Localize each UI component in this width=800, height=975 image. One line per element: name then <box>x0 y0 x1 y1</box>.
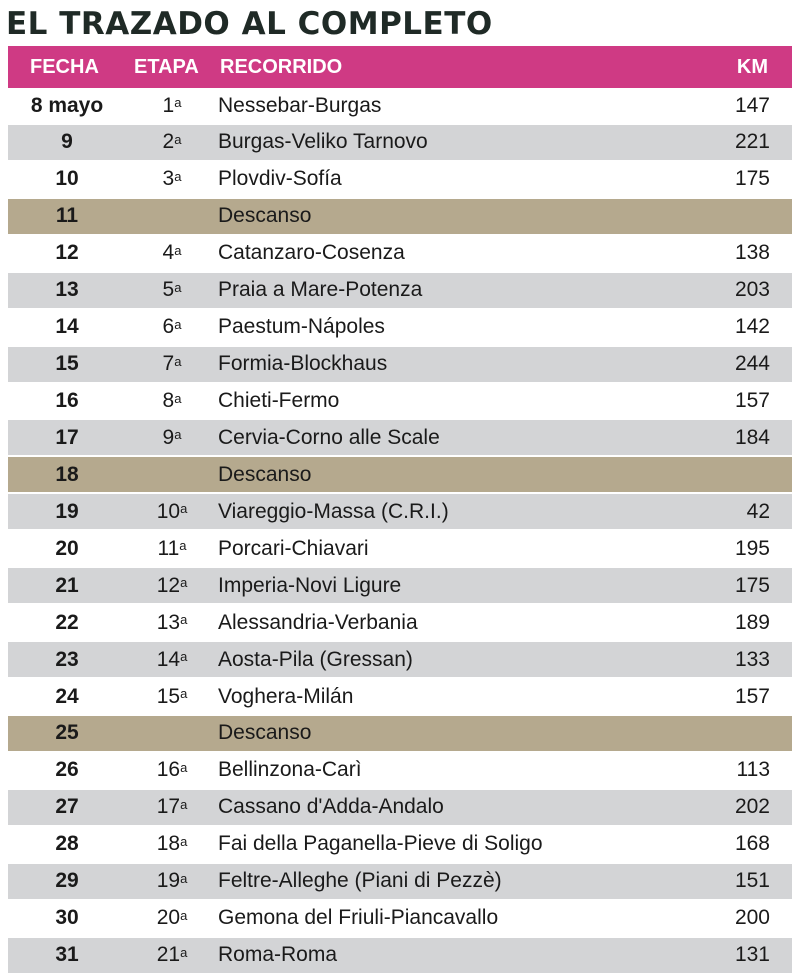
km-cell: 168 <box>734 832 770 856</box>
recorrido-cell: Catanzaro-Cosenza <box>218 241 405 265</box>
etapa-cell <box>126 384 218 419</box>
etapa-number: 19 <box>156 869 181 893</box>
etapa-cell <box>126 753 218 788</box>
etapa-ordinal: a <box>174 390 182 406</box>
km-cell: 151 <box>734 869 770 893</box>
etapa-cell <box>126 864 218 899</box>
etapa-cell <box>126 236 218 271</box>
etapa-ordinal: a <box>174 316 182 332</box>
etapa-ordinal: a <box>174 427 182 443</box>
fecha-cell: 24 <box>55 684 79 708</box>
recorrido-cell: Praia a Mare-Potenza <box>218 278 423 302</box>
recorrido-cell: Gemona del Friuli-Piancavallo <box>218 906 499 930</box>
fecha-cell: 16 <box>55 389 79 412</box>
header-fecha: FECHA <box>30 55 99 78</box>
stage-table <box>8 88 792 975</box>
fecha-cell: 30 <box>55 906 79 930</box>
table-row <box>8 347 792 382</box>
table-row <box>8 568 792 603</box>
fecha-cell: 12 <box>55 241 79 265</box>
etapa-cell <box>126 790 218 825</box>
etapa-number: 16 <box>156 758 181 782</box>
table-row <box>8 938 792 973</box>
recorrido-cell: Burgas-Veliko Tarnovo <box>218 130 428 154</box>
header-etapa: ETAPA <box>134 55 199 78</box>
fecha-cell: 14 <box>55 315 79 339</box>
etapa-ordinal: a <box>180 759 188 775</box>
km-cell: 203 <box>734 278 770 302</box>
recorrido-cell: Descanso <box>218 462 312 486</box>
header-recorrido: RECORRIDO <box>220 55 343 78</box>
table-row <box>8 679 792 714</box>
recorrido-cell: Descanso <box>218 204 312 228</box>
fecha-cell: 18 <box>55 462 79 486</box>
table-row <box>8 605 792 640</box>
fecha-cell: 21 <box>55 573 79 597</box>
recorrido-cell: Formia-Blockhaus <box>218 352 388 376</box>
recorrido-cell: Imperia-Novi Ligure <box>218 573 402 597</box>
fecha-cell: 19 <box>55 499 79 523</box>
fecha-cell: 31 <box>55 943 79 967</box>
recorrido-cell: Fai della Paganella-Pieve di Soligo <box>218 832 543 856</box>
fecha-cell: 8 mayo <box>30 93 104 117</box>
km-cell: 157 <box>734 389 770 412</box>
rest-day-row <box>8 716 792 751</box>
table-row <box>8 753 792 788</box>
etapa-ordinal: a <box>180 796 188 812</box>
etapa-number: 15 <box>156 684 181 708</box>
fecha-cell: 23 <box>55 647 79 671</box>
km-cell: 221 <box>734 130 770 154</box>
km-cell: 138 <box>734 241 770 265</box>
page-title: EL TRAZADO AL COMPLETO <box>6 6 493 42</box>
recorrido-cell: Bellinzona-Carì <box>218 758 362 782</box>
etapa-cell <box>126 827 218 862</box>
etapa-cell <box>126 457 218 492</box>
recorrido-cell: Porcari-Chiavari <box>218 536 369 560</box>
fecha-cell: 9 <box>61 130 73 154</box>
recorrido-cell: Alessandria-Verbania <box>218 610 418 634</box>
etapa-number: 11 <box>157 536 180 560</box>
etapa-number: 14 <box>156 647 181 671</box>
etapa-number: 3 <box>162 167 175 191</box>
etapa-ordinal: a <box>180 870 188 886</box>
etapa-number: 13 <box>156 610 181 634</box>
etapa-number: 21 <box>156 943 181 967</box>
table-row <box>8 790 792 825</box>
table-row <box>8 125 792 160</box>
etapa-cell <box>126 938 218 973</box>
fecha-cell: 13 <box>55 278 79 302</box>
fecha-cell: 11 <box>55 204 79 228</box>
etapa-ordinal: a <box>174 242 182 258</box>
etapa-number: 10 <box>156 499 181 523</box>
etapa-ordinal: a <box>180 612 188 628</box>
etapa-number: 5 <box>162 278 175 302</box>
etapa-ordinal: a <box>174 131 182 147</box>
km-cell: 131 <box>734 943 770 967</box>
fecha-cell: 29 <box>55 869 79 893</box>
etapa-number: 7 <box>162 352 175 376</box>
table-row <box>8 420 792 455</box>
etapa-number: 1 <box>162 93 175 117</box>
table-row <box>8 531 792 566</box>
fecha-cell: 20 <box>55 536 79 560</box>
fecha-cell: 15 <box>55 352 79 376</box>
etapa-number: 2 <box>162 130 175 154</box>
recorrido-cell: Descanso <box>218 721 312 745</box>
etapa-ordinal: a <box>180 649 188 665</box>
etapa-cell <box>126 679 218 714</box>
etapa-ordinal: a <box>174 95 182 110</box>
recorrido-cell: Voghera-Milán <box>218 684 354 708</box>
etapa-cell <box>126 273 218 308</box>
etapa-number: 20 <box>156 906 181 930</box>
km-cell: 244 <box>734 352 770 376</box>
etapa-cell <box>126 420 218 455</box>
etapa-cell <box>126 568 218 603</box>
etapa-cell <box>126 605 218 640</box>
table-header <box>8 46 792 88</box>
km-cell: 189 <box>734 610 770 634</box>
etapa-number: 9 <box>162 425 175 449</box>
etapa-cell <box>126 642 218 677</box>
km-cell: 42 <box>746 499 770 523</box>
etapa-cell <box>126 162 218 197</box>
km-cell: 133 <box>734 647 770 671</box>
fecha-cell: 22 <box>55 610 79 634</box>
km-cell: 202 <box>734 795 770 819</box>
table-row <box>8 162 792 197</box>
km-cell: 113 <box>736 758 770 782</box>
fecha-cell: 10 <box>55 167 79 191</box>
fecha-cell: 26 <box>55 758 79 782</box>
etapa-cell <box>126 901 218 936</box>
table-row <box>8 642 792 677</box>
etapa-number: 4 <box>162 241 175 265</box>
recorrido-cell: Feltre-Alleghe (Piani di Pezzè) <box>218 869 502 893</box>
km-cell: 157 <box>734 684 770 708</box>
recorrido-cell: Roma-Roma <box>218 943 338 967</box>
km-cell: 195 <box>734 536 770 560</box>
etapa-cell <box>126 199 218 234</box>
etapa-ordinal: a <box>174 279 182 295</box>
fecha-cell: 17 <box>55 425 79 449</box>
recorrido-cell: Paestum-Nápoles <box>218 315 385 339</box>
etapa-ordinal: a <box>180 944 188 960</box>
fecha-cell: 25 <box>55 721 79 745</box>
recorrido-cell: Cervia-Corno alle Scale <box>218 425 440 449</box>
table-row <box>8 236 792 271</box>
etapa-cell <box>126 125 218 160</box>
recorrido-cell: Viareggio-Massa (C.R.I.) <box>218 499 449 523</box>
etapa-cell <box>126 310 218 345</box>
km-cell: 184 <box>734 425 770 449</box>
etapa-number: 18 <box>156 832 181 856</box>
etapa-cell <box>126 494 218 529</box>
etapa-ordinal: a <box>174 168 182 184</box>
etapa-ordinal: a <box>180 833 188 849</box>
header-km: KM <box>736 55 768 78</box>
etapa-number: 8 <box>162 389 175 412</box>
rest-day-row <box>8 199 792 234</box>
table-row <box>8 901 792 936</box>
recorrido-cell: Aosta-Pila (Gressan) <box>218 647 413 671</box>
etapa-cell <box>126 347 218 382</box>
etapa-number: 6 <box>162 315 175 339</box>
etapa-number: 17 <box>156 795 181 819</box>
etapa-cell <box>126 88 218 123</box>
etapa-ordinal: a <box>179 538 187 554</box>
km-cell: 200 <box>734 906 770 930</box>
rest-day-row <box>8 457 792 492</box>
recorrido-cell: Plovdiv-Sofía <box>218 167 342 191</box>
table-row <box>8 273 792 308</box>
table-row <box>8 88 792 123</box>
km-cell: 175 <box>734 167 770 191</box>
table-row <box>8 827 792 862</box>
fecha-cell: 28 <box>55 832 79 856</box>
recorrido-cell: Nessebar-Burgas <box>218 93 382 117</box>
etapa-number: 12 <box>156 573 181 597</box>
table-row <box>8 864 792 899</box>
etapa-ordinal: a <box>180 686 188 701</box>
etapa-ordinal: a <box>180 575 188 591</box>
recorrido-cell: Chieti-Fermo <box>218 389 340 412</box>
etapa-ordinal: a <box>174 353 182 369</box>
km-cell: 147 <box>734 93 770 117</box>
table-row <box>8 310 792 345</box>
km-cell: 142 <box>734 315 770 339</box>
etapa-ordinal: a <box>180 907 188 923</box>
table-row <box>8 384 792 419</box>
etapa-cell <box>126 531 218 566</box>
fecha-cell: 27 <box>55 795 79 819</box>
etapa-ordinal: a <box>180 501 188 517</box>
recorrido-cell: Cassano d'Adda-Andalo <box>218 795 444 819</box>
table-row <box>8 494 792 529</box>
etapa-cell <box>126 716 218 751</box>
km-cell: 175 <box>734 573 770 597</box>
